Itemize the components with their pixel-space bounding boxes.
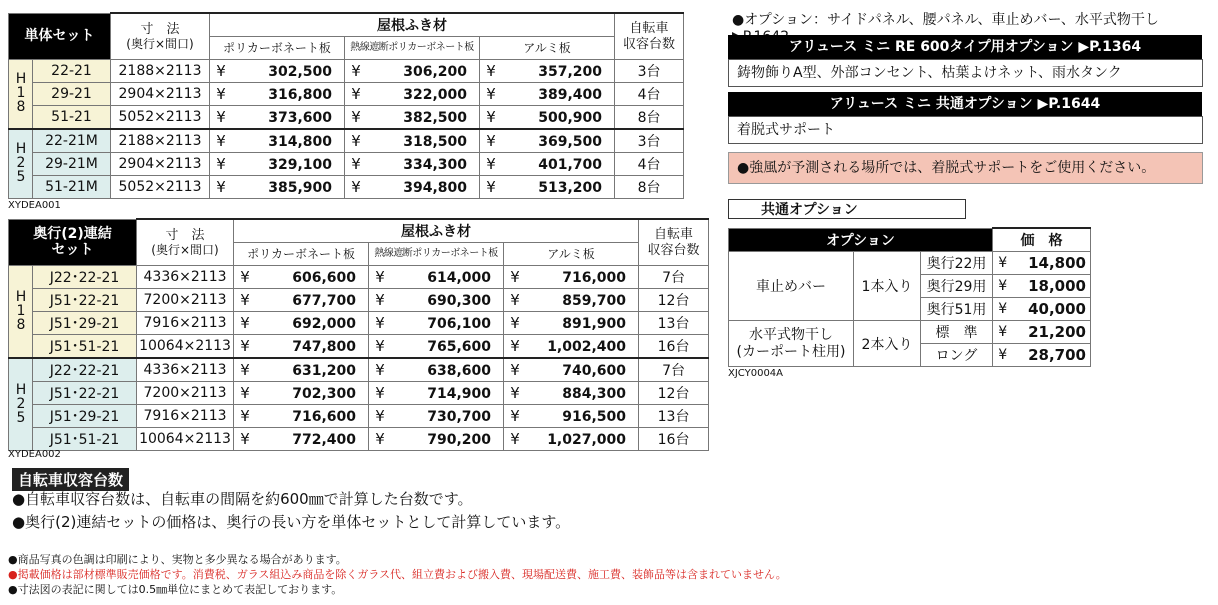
table-row bbox=[9, 405, 709, 428]
note-item: ●奥行(2)連結セットの価格は、奥行の長い方を単体セットとして計算しています。 bbox=[12, 513, 571, 531]
price-cell: ¥ 329,100 bbox=[210, 153, 345, 176]
header-price: 価 格 bbox=[993, 228, 1091, 252]
capacity: 12台 bbox=[639, 289, 709, 312]
table-row bbox=[9, 335, 709, 359]
capacity: 12台 bbox=[639, 382, 709, 405]
single-set-price-table bbox=[8, 12, 684, 199]
height-group: H18 bbox=[9, 60, 33, 130]
common-options-title: 共通オプション bbox=[728, 199, 966, 219]
dimension: 7916×2113 bbox=[137, 312, 234, 335]
price-cell: ¥ 706,100 bbox=[369, 312, 504, 335]
dimension: 5052×2113 bbox=[111, 176, 210, 199]
car-stop-qty: 1本入り bbox=[854, 252, 921, 321]
price-cell: ¥ 790,200 bbox=[369, 428, 504, 451]
price-cell: ¥ 334,300 bbox=[345, 153, 480, 176]
roof-header: 屋根ふき材 bbox=[210, 13, 615, 37]
price-cell: ¥ 884,300 bbox=[504, 382, 639, 405]
model-code: 22-21 bbox=[33, 60, 111, 83]
opt-price: 40,000 bbox=[1013, 298, 1091, 321]
table-row bbox=[9, 83, 684, 106]
footnote: ●商品写真の色調は印刷により、実物と多少異なる場合があります。 bbox=[8, 553, 347, 566]
footnote: ●寸法図の表記に関しては0.5㎜単位にまとめて表記しております。 bbox=[8, 583, 343, 596]
dim-header: 寸 法 (奥行×間口) bbox=[111, 13, 210, 60]
price-cell: ¥ 690,300 bbox=[369, 289, 504, 312]
price-cell: ¥ 500,900 bbox=[480, 106, 615, 130]
option-bar-common: アリュース ミニ 共通オプション ▶P.1644 bbox=[728, 92, 1202, 116]
set-label: 単体セット bbox=[9, 13, 111, 60]
table-row bbox=[9, 289, 709, 312]
price-cell: ¥ 373,600 bbox=[210, 106, 345, 130]
price-cell: ¥ 891,900 bbox=[504, 312, 639, 335]
price-cell: ¥ 302,500 bbox=[210, 60, 345, 83]
price-cell: ¥ 631,200 bbox=[234, 358, 369, 382]
table-row bbox=[9, 358, 709, 382]
price-cell: ¥ 730,700 bbox=[369, 405, 504, 428]
dryer-label: 水平式物干し (カーポート柱用) bbox=[729, 321, 854, 367]
col-heatshield: 熱線遮断ポリカーボネート板 bbox=[369, 243, 504, 266]
model-code: 29-21 bbox=[33, 83, 111, 106]
dimension: 2188×2113 bbox=[111, 60, 210, 83]
model-code: 51-21M bbox=[33, 176, 111, 199]
price-cell: ¥ 316,800 bbox=[210, 83, 345, 106]
price-cell: ¥ 677,700 bbox=[234, 289, 369, 312]
price-cell: ¥ 859,700 bbox=[504, 289, 639, 312]
height-group: H25 bbox=[9, 358, 33, 451]
dimension: 7200×2113 bbox=[137, 382, 234, 405]
table-row bbox=[9, 382, 709, 405]
price-cell: ¥ 772,400 bbox=[234, 428, 369, 451]
model-code: 51-21 bbox=[33, 106, 111, 130]
model-code: J51･51-21 bbox=[33, 335, 137, 359]
model-code: J51･29-21 bbox=[33, 312, 137, 335]
model-code: J51･29-21 bbox=[33, 405, 137, 428]
opt-variant: 奥行22用 bbox=[921, 252, 993, 275]
roof-header: 屋根ふき材 bbox=[234, 219, 639, 243]
price-cell: ¥ 306,200 bbox=[345, 60, 480, 83]
col-heatshield: 熱線遮断ポリカーボネート板 bbox=[345, 37, 480, 60]
capacity: 13台 bbox=[639, 312, 709, 335]
bike-capacity-heading: 自転車収容台数 bbox=[12, 468, 129, 491]
capacity: 13台 bbox=[639, 405, 709, 428]
opt-variant: 標 準 bbox=[921, 321, 993, 344]
opt-price: 21,200 bbox=[1013, 321, 1091, 344]
opt-price: 14,800 bbox=[1013, 252, 1091, 275]
table-code: XJCY0004A bbox=[728, 368, 784, 379]
capacity: 4台 bbox=[615, 83, 684, 106]
height-group: H25 bbox=[9, 129, 33, 199]
price-cell: ¥ 716,000 bbox=[504, 266, 639, 289]
price-cell: ¥ 513,200 bbox=[480, 176, 615, 199]
table-row bbox=[9, 60, 684, 83]
capacity: 4台 bbox=[615, 153, 684, 176]
capacity: 16台 bbox=[639, 335, 709, 359]
price-cell: ¥ 692,000 bbox=[234, 312, 369, 335]
height-group: H18 bbox=[9, 266, 33, 359]
table-row bbox=[9, 266, 709, 289]
capacity: 7台 bbox=[639, 266, 709, 289]
price-cell: ¥ 394,800 bbox=[345, 176, 480, 199]
capacity: 8台 bbox=[615, 106, 684, 130]
price-cell: ¥ 1,002,400 bbox=[504, 335, 639, 359]
col-alumi: アルミ板 bbox=[504, 243, 639, 266]
opt-price: 28,700 bbox=[1013, 344, 1091, 367]
model-code: J22･22-21 bbox=[33, 358, 137, 382]
price-cell: ¥ 1,027,000 bbox=[504, 428, 639, 451]
note-item: ●自転車収容台数は、自転車の間隔を約600㎜で計算した台数です。 bbox=[12, 490, 473, 508]
header-option: オプション bbox=[729, 228, 993, 252]
table-row bbox=[9, 312, 709, 335]
col-polycarb: ポリカーボネート板 bbox=[234, 243, 369, 266]
price-cell: ¥ 765,600 bbox=[369, 335, 504, 359]
table-row bbox=[9, 106, 684, 130]
option-box-common: 着脱式サポート bbox=[728, 116, 1203, 144]
capacity: 7台 bbox=[639, 358, 709, 382]
capacity: 3台 bbox=[615, 60, 684, 83]
price-cell: ¥ 322,000 bbox=[345, 83, 480, 106]
price-cell: ¥ 369,500 bbox=[480, 129, 615, 153]
dimension: 2904×2113 bbox=[111, 153, 210, 176]
capacity: 3台 bbox=[615, 129, 684, 153]
dimension: 2188×2113 bbox=[111, 129, 210, 153]
model-code: J22･22-21 bbox=[33, 266, 137, 289]
col-polycarb: ポリカーボネート板 bbox=[210, 37, 345, 60]
table-code: XYDEA002 bbox=[8, 449, 61, 460]
table-row bbox=[9, 428, 709, 451]
model-code: J51･22-21 bbox=[33, 289, 137, 312]
dimension: 4336×2113 bbox=[137, 358, 234, 382]
price-cell: ¥ 357,200 bbox=[480, 60, 615, 83]
options-note: ●オプション：サイドパネル、腰パネル、車止めバー、水平式物干し bbox=[732, 12, 1159, 28]
price-cell: ¥ 916,500 bbox=[504, 405, 639, 428]
footnotes bbox=[8, 552, 787, 597]
capacity-header: 自転車 収容台数 bbox=[639, 219, 709, 266]
price-cell: ¥ 385,900 bbox=[210, 176, 345, 199]
dimension: 10064×2113 bbox=[137, 335, 234, 359]
table-row bbox=[9, 153, 684, 176]
warning-note: ●強風が予測される場所では、着脱式サポートをご使用ください。 bbox=[728, 152, 1203, 184]
price-cell: ¥ 318,500 bbox=[345, 129, 480, 153]
price-cell: ¥ 716,600 bbox=[234, 405, 369, 428]
model-code: 29-21M bbox=[33, 153, 111, 176]
dim-header: 寸 法 (奥行×間口) bbox=[137, 219, 234, 266]
common-options-table: オプション 価 格 車止めバー 1本入り 奥行22用 ¥ 14,800 奥行29用 ¥ 18,000 奥行51用 ¥ 40,000 水平式物干し (カーポート柱用) 2本入り 標 準 ¥ 21,200 ロング ¥ 28,700 bbox=[728, 227, 1091, 367]
dimension: 4336×2113 bbox=[137, 266, 234, 289]
price-cell: ¥ 740,600 bbox=[504, 358, 639, 382]
car-stop-label: 車止めバー bbox=[729, 252, 854, 321]
dimension: 10064×2113 bbox=[137, 428, 234, 451]
col-alumi: アルミ板 bbox=[480, 37, 615, 60]
model-code: J51･51-21 bbox=[33, 428, 137, 451]
dimension: 7200×2113 bbox=[137, 289, 234, 312]
table-row bbox=[9, 129, 684, 153]
price-cell: ¥ 314,800 bbox=[210, 129, 345, 153]
price-cell: ¥ 389,400 bbox=[480, 83, 615, 106]
dimension: 5052×2113 bbox=[111, 106, 210, 130]
dryer-qty: 2本入り bbox=[854, 321, 921, 367]
footnote: ●掲載価格は部材標準販売価格です。消費税、ガラス組込み商品を除くガラス代、組立費および搬入費、現場配送費、施工費、装飾品等は含まれていません。 bbox=[8, 568, 787, 581]
price-cell: ¥ 382,500 bbox=[345, 106, 480, 130]
bike-notes bbox=[12, 488, 570, 534]
price-cell: ¥ 614,000 bbox=[369, 266, 504, 289]
price-cell: ¥ 747,800 bbox=[234, 335, 369, 359]
opt-variant: 奥行29用 bbox=[921, 275, 993, 298]
option-bar-re600: アリュース ミニ RE 600タイプ用オプション ▶P.1364 bbox=[728, 35, 1202, 59]
price-cell: ¥ 638,600 bbox=[369, 358, 504, 382]
price-cell: ¥ 702,300 bbox=[234, 382, 369, 405]
price-cell: ¥ 401,700 bbox=[480, 153, 615, 176]
double-set-price-table bbox=[8, 218, 709, 451]
table-code: XYDEA001 bbox=[8, 200, 61, 211]
opt-price: 18,000 bbox=[1013, 275, 1091, 298]
price-cell: ¥ 606,600 bbox=[234, 266, 369, 289]
capacity: 16台 bbox=[639, 428, 709, 451]
dimension: 2904×2113 bbox=[111, 83, 210, 106]
dimension: 7916×2113 bbox=[137, 405, 234, 428]
opt-variant: 奥行51用 bbox=[921, 298, 993, 321]
option-box-re600: 鋳物飾りA型、外部コンセント、枯葉よけネット、雨水タンク bbox=[728, 59, 1203, 87]
model-code: J51･22-21 bbox=[33, 382, 137, 405]
capacity-header: 自転車 収容台数 bbox=[615, 13, 684, 60]
model-code: 22-21M bbox=[33, 129, 111, 153]
price-cell: ¥ 714,900 bbox=[369, 382, 504, 405]
opt-variant: ロング bbox=[921, 344, 993, 367]
set-label: 奥行(2)連結 セット bbox=[9, 219, 137, 266]
capacity: 8台 bbox=[615, 176, 684, 199]
table-row bbox=[9, 176, 684, 199]
